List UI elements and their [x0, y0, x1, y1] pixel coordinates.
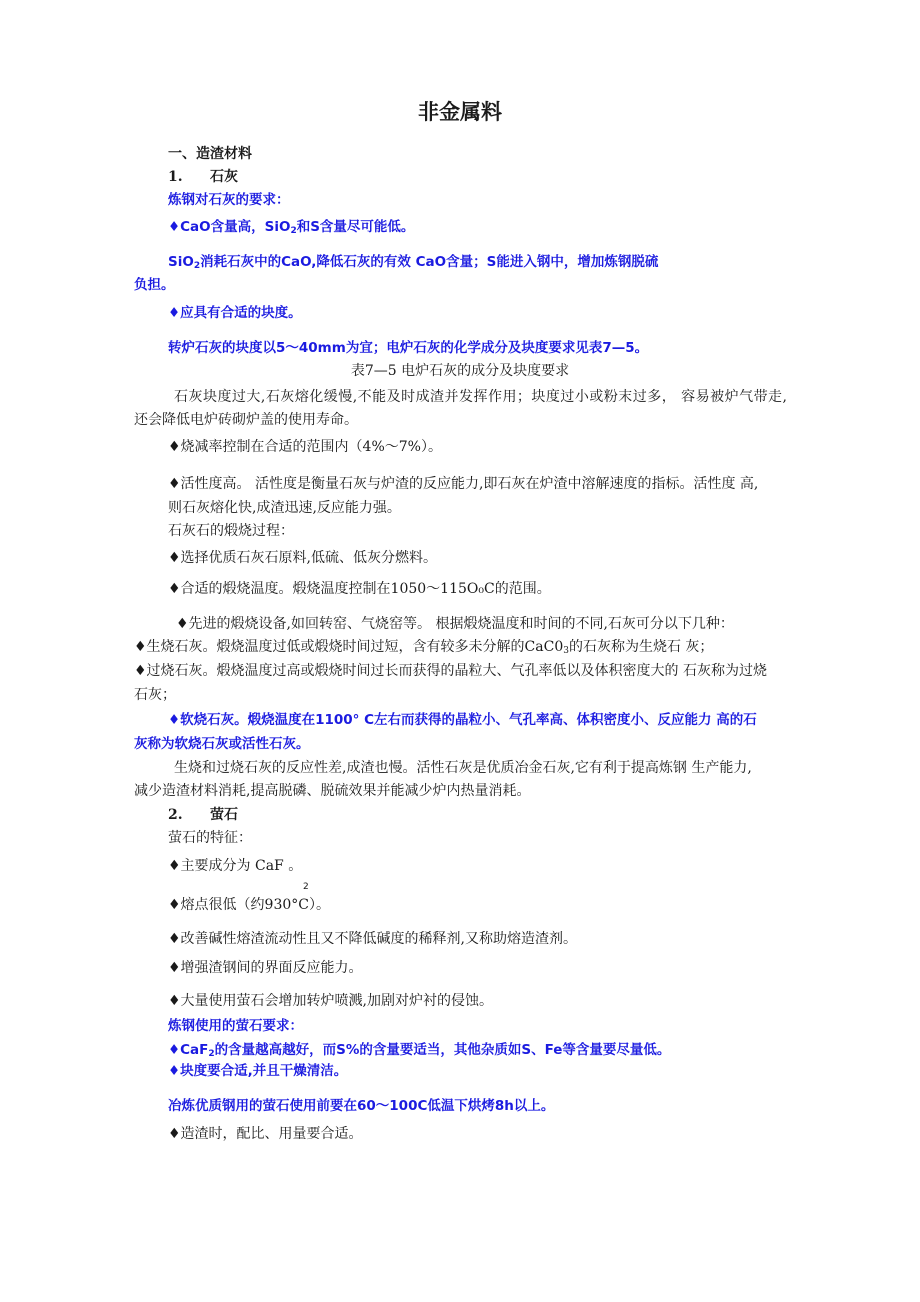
raw-burnt-lime-item [134, 637, 713, 657]
calcination-item-3: ♦先进的煅烧设备,如回转窑、气烧窑等。 根据煅烧温度和时间的不同,石灰可分以下几种： [176, 616, 734, 632]
lime-size-body: 转炉石灰的块度以5〜40mm为宜；电炉石灰的化学成分及块度要求见表7—5。 [168, 340, 649, 356]
paragraph-block-size-line1 [134, 387, 787, 407]
subscript: 2 [290, 226, 297, 236]
soft-burnt-lime-line1: ♦软烧石灰。煅烧温度在1100° C左右而获得的晶粒小、气孔率高、体积密度小、反应能力 高的石 [168, 712, 757, 728]
lime-size-heading: ♦应具有合适的块度。 [168, 305, 302, 321]
fluorite-feature-5: ♦大量使用萤石会增加转炉喷溅,加剧对炉衬的侵蚀。 [168, 993, 493, 1009]
subscript: 3 [563, 646, 569, 656]
subsection-heading-lime [168, 167, 238, 187]
lime-sio2-explanation [168, 252, 658, 272]
section-heading-slag-materials: 一、造渣材料 [168, 146, 252, 162]
over-burnt-lime-line1: ♦过烧石灰。煅烧温度过高或煅烧时间过长而获得的晶粒大、气孔率低以及体积密度大的 石灰称为过烧 [134, 663, 767, 679]
text-part: ♦CaO含量高，SiO [168, 219, 291, 235]
subsection-number: 1. [168, 169, 183, 185]
paragraph-block-size-line2: 还会降低电炉砖砌炉盖的使用寿命。 [134, 412, 358, 428]
text-part: 石灰块度过大,石灰熔化缓慢,不能及时成渣并发挥作用；块度过小或粉末过多， 容易被炉气带走, [174, 389, 787, 405]
text-part: 消耗石灰中的CaO,降低石灰的有效 CaO含量；S能进入钢中，增加炼钢脱硫 [200, 254, 659, 270]
fluorite-usage-item: ♦造渣时，配比、用量要合适。 [168, 1126, 363, 1142]
calcination-item-2: ♦合适的煅烧温度。煅烧温度控制在1050〜115O₀C的范围。 [168, 581, 551, 597]
calcination-item-1: ♦选择优质石灰石原料,低硫、低灰分燃料。 [168, 550, 437, 566]
burn-loss-item: ♦烧减率控制在合适的范围内（4%〜7%）。 [168, 439, 442, 455]
text-part: 的含量越高越好，而S%的含量要适当，其他杂质如S、Fe等含量要尽量低。 [214, 1042, 671, 1058]
activity-item-line2: 则石灰熔化快,成渣迅速,反应能力强。 [168, 500, 401, 516]
text-part: ♦生烧石灰。煅烧温度过低或煅烧时间过短，含有较多未分解的CaC0 [134, 639, 564, 655]
lime-cao-requirement [168, 217, 414, 237]
activity-item-line1: ♦活性度高。 活性度是衡量石灰与炉渣的反应能力,即石灰在炉渣中溶解速度的指标。活性度 高, [168, 476, 759, 492]
subscript: 2 [208, 1049, 215, 1059]
fluorite-requirement-3: 冶炼优质钢用的萤石使用前要在60〜100C低温下烘烤8h以上。 [168, 1098, 555, 1114]
subsection-title: 石灰 [210, 169, 238, 185]
fluorite-requirement-1 [168, 1040, 670, 1060]
over-burnt-lime-line2: 石灰； [134, 687, 176, 703]
calcination-heading: 石灰石的煅烧过程： [168, 523, 294, 539]
fluorite-requirement-2: ♦块度要合适,并且干燥清洁。 [168, 1063, 348, 1079]
page-title: 非金属料 [418, 100, 502, 124]
subscript: 2 [193, 261, 201, 271]
fluorite-feature-1: ♦主要成分为 CaF 。 [168, 858, 303, 874]
table-caption: 表7—5 电炉石灰的成分及块度要求 [350, 363, 570, 379]
text-part: 的石灰称为生烧石 灰； [568, 639, 714, 655]
subsection-heading-fluorite [168, 805, 238, 825]
text-part: ♦CaF [168, 1042, 209, 1058]
fluorite-feature-3: ♦改善碱性熔渣流动性且又不降低碱度的稀释剂,又称助熔造渣剂。 [168, 931, 577, 947]
soft-burnt-lime-line2: 灰称为软烧石灰或活性石灰。 [134, 736, 310, 752]
lime-comparison-line1: 生烧和过烧石灰的反应性差,成渣也慢。活性石灰是优质冶金石灰,它有利于提高炼钢 生产能力, [174, 760, 752, 776]
lime-requirements-heading: 炼钢对石灰的要求： [168, 192, 290, 208]
text-part: 和S含量尽可能低。 [296, 219, 415, 235]
fluorite-feature-4: ♦增强渣钢间的界面反应能力。 [168, 960, 363, 976]
fluorite-features-heading: 萤石的特征： [168, 830, 252, 846]
fluorite-requirements-heading: 炼钢使用的萤石要求： [168, 1018, 303, 1034]
fluorite-formula-subscript: 2 [303, 882, 309, 892]
text-part: SiO [168, 254, 194, 270]
subsection-title: 萤石 [210, 807, 238, 823]
lime-comparison-line2: 减少造渣材料消耗,提高脱磷、脱硫效果并能减少炉内热量消耗。 [134, 783, 531, 799]
lime-sio2-explanation-cont: 负担。 [134, 277, 175, 293]
subsection-number: 2. [168, 807, 183, 823]
fluorite-feature-2: ♦熔点很低（约930°C）。 [168, 897, 330, 913]
